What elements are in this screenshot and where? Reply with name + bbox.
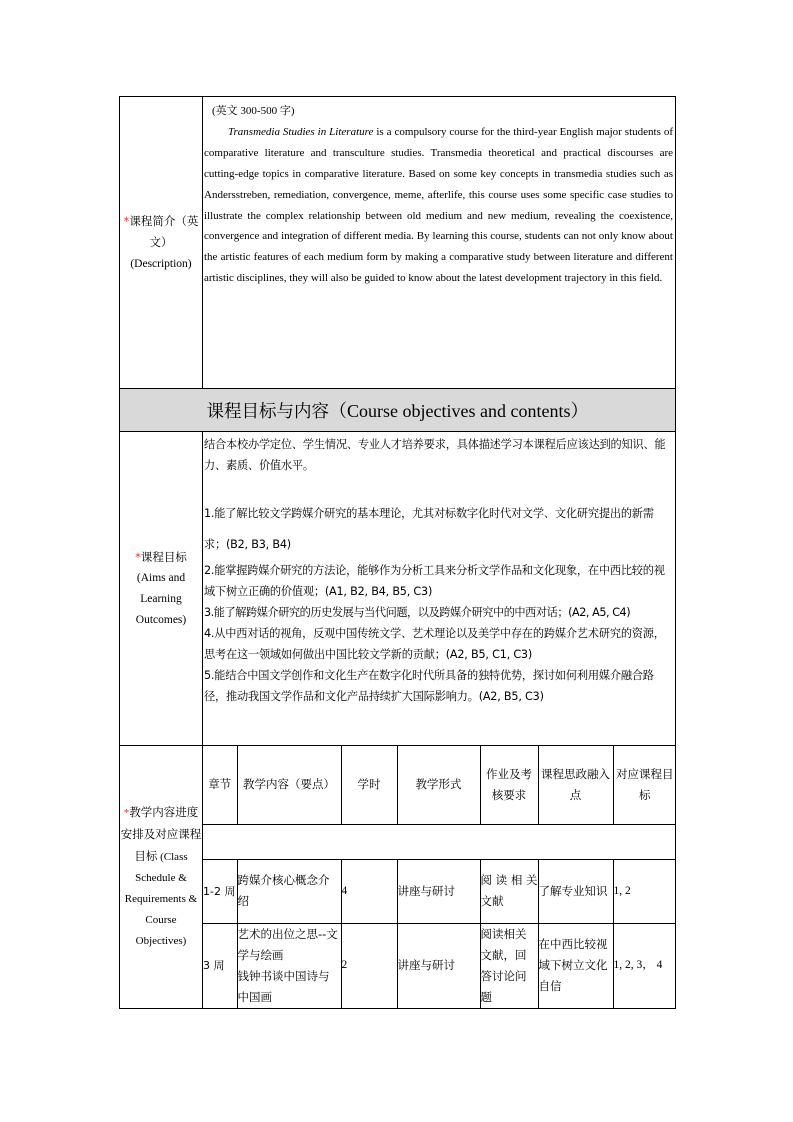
- section-heading-row: [120, 389, 676, 432]
- aims-item-2: 2.能掌握跨媒介研究的方法论，能够作为分析工具来分析文学作品和文化现象，在中西比较的视域下树立正确的价值观；(A1, B2, B4, B5, C3): [204, 564, 665, 598]
- aims-row: [120, 432, 676, 746]
- description-text: [204, 122, 673, 289]
- row-form: 讲座与研讨: [397, 923, 480, 1008]
- header-chapter: 章节: [203, 746, 237, 824]
- description-label-en: (Description): [130, 257, 192, 270]
- schedule-label: [120, 746, 203, 1009]
- row-chapter: 3 周: [203, 923, 237, 1008]
- table-row: [203, 859, 676, 923]
- header-hours: 学时: [341, 746, 397, 824]
- row-goals: 1, 2: [613, 859, 676, 923]
- description-word-count-note: (英文 300-500 字): [212, 105, 295, 117]
- schedule-row: [120, 746, 676, 1009]
- schedule-label-en: (Class Schedule & Requirements & Course Objectives): [124, 850, 198, 947]
- row-content: 跨媒介核心概念介绍: [237, 859, 341, 923]
- header-homework: 作业及考核要求: [480, 746, 538, 824]
- row-hours: 4: [341, 859, 397, 923]
- section-heading: [120, 389, 676, 432]
- row-homework: 阅读相关文献，回答讨论问题: [480, 923, 538, 1008]
- aims-intro: 结合本校办学定位、学生情况、专业人才培养要求，具体描述学习本课程后应该达到的知识、能力、素质、价值水平。: [204, 438, 666, 472]
- required-star: *: [123, 213, 130, 228]
- blank-cell: [203, 824, 676, 859]
- aims-item-3: 3.能了解跨媒介研究的历史发展与当代问题，以及跨媒介研究中的中西对话；(A2, A5, C4): [204, 606, 631, 619]
- aims-label-en: (Aims and Learning Outcomes): [135, 571, 187, 626]
- schedule-cell: [203, 746, 676, 1009]
- row-homework: 阅读相关文献: [480, 859, 538, 923]
- required-star: *: [123, 806, 130, 819]
- course-syllabus-table: [119, 96, 676, 1009]
- description-label: [120, 97, 203, 389]
- aims-item-5: 5.能结合中国文学创作和文化生产在数字化时代所具备的独特优势，探讨如何利用媒介融合路径，推动我国文学作品和文化产品持续扩大国际影响力。(A2, B5, C3): [204, 669, 654, 703]
- aims-item-4: 4.从中西对话的视角，反观中国传统文学、艺术理论以及美学中存在的跨媒介艺术研究的资源，思考在这一领域如何做出中国比较文学新的贡献；(A2, B5, C1, C3): [204, 627, 665, 661]
- row-chapter: 1-2 周: [203, 859, 237, 923]
- schedule-label-cn: 教学内容进度安排及对应课程目标: [120, 804, 202, 863]
- row-ideology: 在中西比较视域下树立文化自信: [538, 923, 613, 1008]
- row-goals: 1, 2, 3， 4: [613, 923, 676, 1008]
- required-star: *: [135, 549, 141, 564]
- section-title-en: （Course objectives and contents）: [329, 401, 589, 421]
- description-body: is a compulsory course for the third-year English major students of comparative literature and transculture studies. Transmedia theoretical and practical discourses are cutting-edge topics in comparative literature. Based on some key concepts in transmedia studies such as Andersstreben, remediation, convergence, meme, afterlife, this course uses some specific case studies to illustrate the complex relationship between old medium and new medium, revealing the coexistence, convergence and integration of different media. By learning this course, students can not only know about the artistic features of each medium form by making a comparative study between literature and different artistic disciplines, they will also be guided to know about the latest development trajectory in this field.: [204, 125, 673, 285]
- header-ideology: 课程思政融入点: [538, 746, 613, 824]
- aims-label: [120, 432, 203, 746]
- row-hours: 2: [341, 923, 397, 1008]
- aims-item-1: 1.能了解比较文学跨媒介研究的基本理论，尤其对标数字化时代对文学、文化研究提出的新需求；(B2, B3, B4): [204, 507, 654, 551]
- aims-content: [203, 432, 676, 746]
- description-content: [203, 97, 676, 389]
- description-row: [120, 97, 676, 389]
- schedule-header-row: [203, 746, 676, 824]
- row-content: 艺术的出位之思--文学与绘画 钱钟书谈中国诗与中国画: [237, 923, 341, 1008]
- row-ideology: 了解专业知识: [538, 859, 613, 923]
- aims-label-cn: 课程目标: [140, 549, 187, 564]
- header-content: 教学内容（要点）: [237, 746, 341, 824]
- schedule-table: [203, 746, 676, 1008]
- table-row: [203, 923, 676, 1008]
- section-title-cn: 课程目标与内容: [206, 402, 330, 422]
- course-title: Transmedia Studies in Literature: [228, 125, 374, 138]
- schedule-blank-row: [203, 824, 676, 859]
- row-form: 讲座与研讨: [397, 859, 480, 923]
- description-label-cn: 课程简介（英文）: [129, 213, 199, 249]
- header-form: 教学形式: [397, 746, 480, 824]
- header-goals: 对应课程目标: [613, 746, 676, 824]
